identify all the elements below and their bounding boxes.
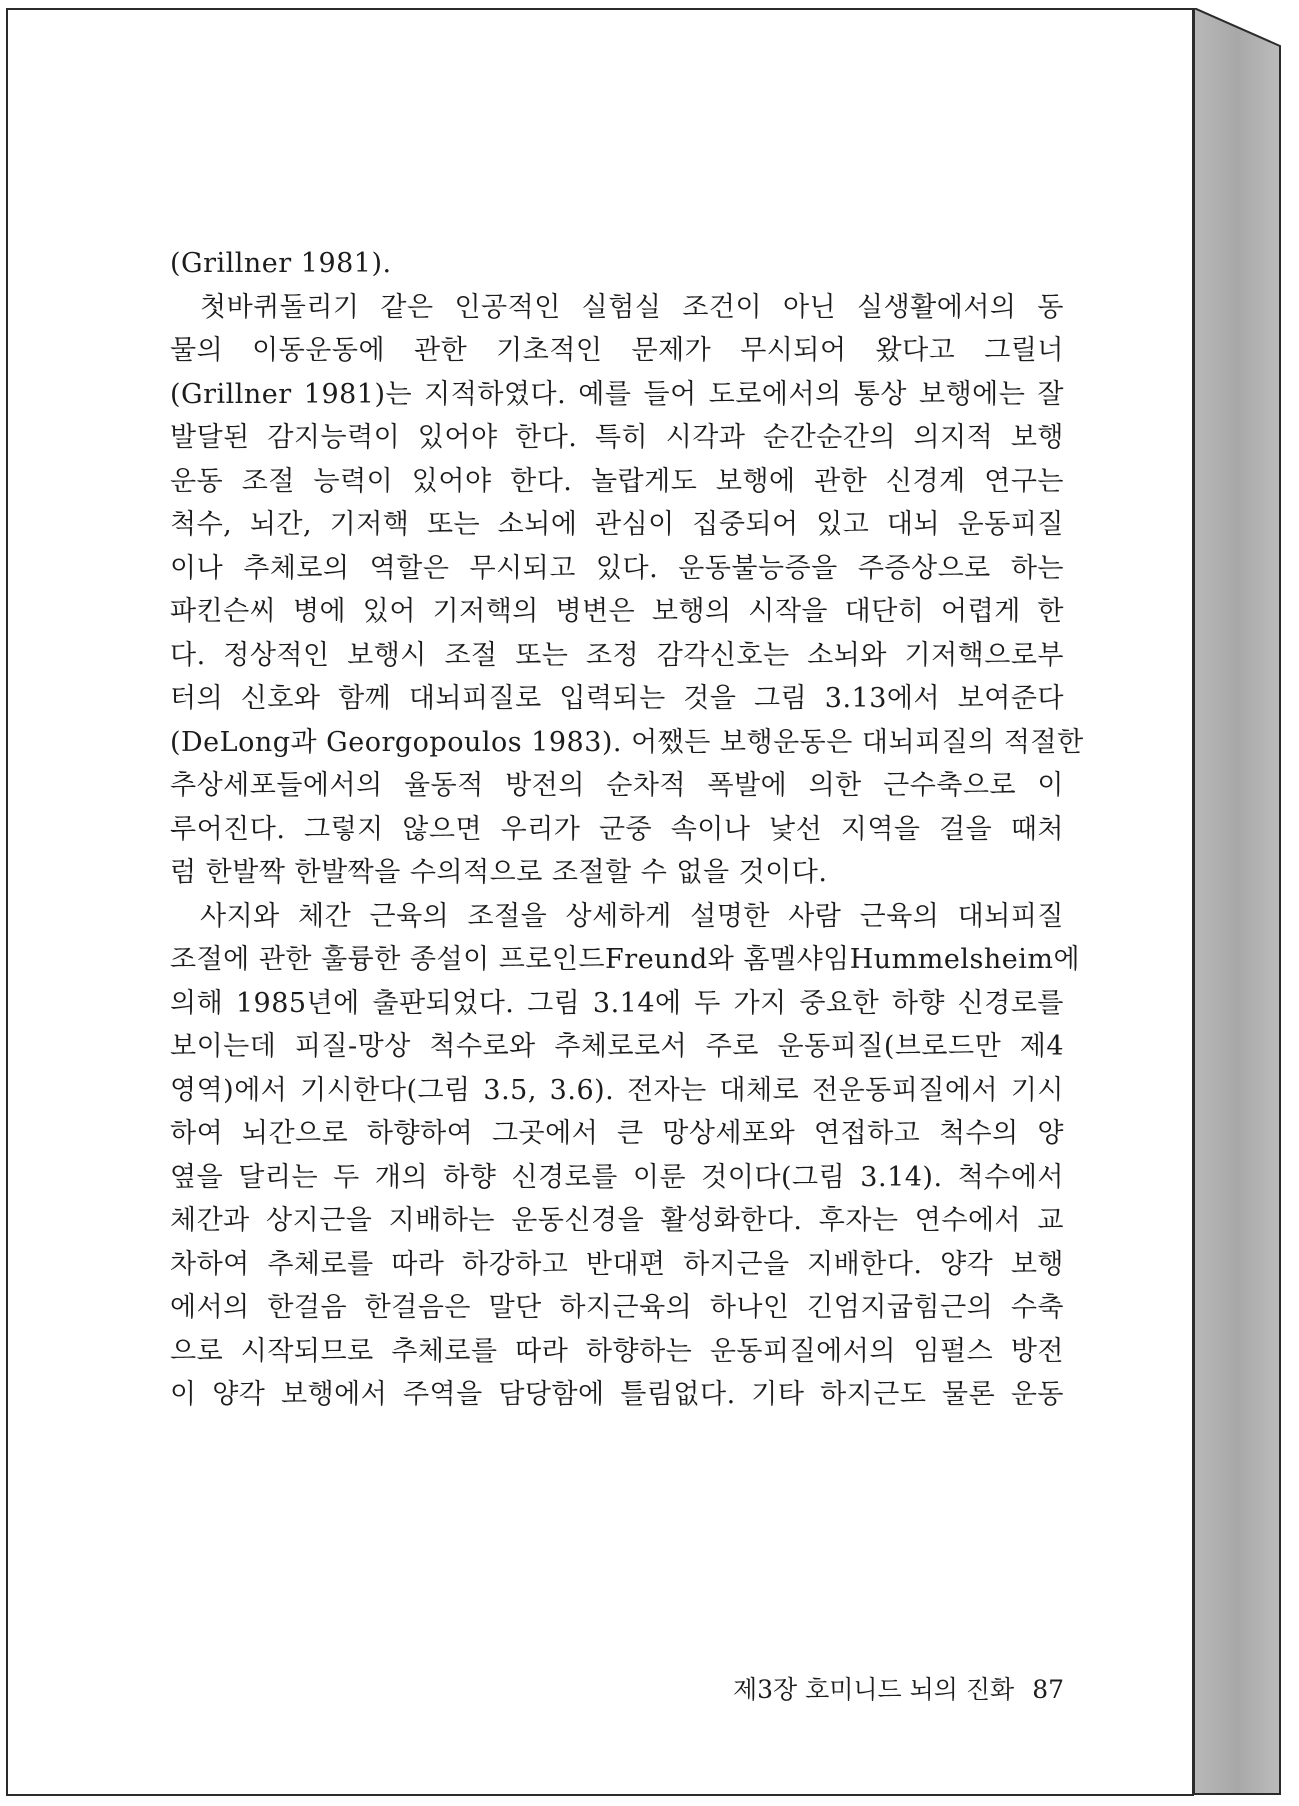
text-line: 옆을 달리는 두 개의 하향 신경로를 이룬 것이다(그림 3.14). 척수에서	[170, 1161, 1064, 1193]
text-line: 운동 조절 능력이 있어야 한다. 놀랍게도 보행에 관한 신경계 연구는	[170, 465, 1064, 497]
text-line: 추상세포들에서의 율동적 방전의 순차적 폭발에 의한 근수축으로 이	[170, 770, 1064, 801]
text-line: 의해 1985년에 출판되었다. 그림 3.14에 두 가지 중요한 하향 신경로를	[170, 987, 1064, 1019]
text-line: 에서의 한걸음 한걸음은 말단 하지근육의 하나인 긴엄지굽힘근의 수축	[170, 1292, 1064, 1323]
text-line: 하여 뇌간으로 하향하여 그곳에서 큰 망상세포와 연접하고 척수의 양	[170, 1118, 1064, 1149]
text-line: 척수, 뇌간, 기저핵 또는 소뇌에 관심이 집중되어 있고 대뇌 운동피질	[170, 509, 1064, 540]
text-line: (DeLong과 Georgopoulos 1983). 어쨌든 보행운동은 대뇌피질의 적절한	[170, 726, 1084, 758]
text-line: 보이는데 피질-망상 척수로와 추체로로서 주로 운동피질(브로드만 제4	[170, 1031, 1064, 1062]
text-line: 첫바퀴돌리기 같은 인공적인 실험실 조건이 아닌 실생활에서의 동	[200, 291, 1064, 323]
text-line: 사지와 체간 근육의 조절을 상세하게 설명한 사람 근육의 대뇌피질	[200, 900, 1064, 932]
text-line: 발달된 감지능력이 있어야 한다. 특히 시각과 순간순간의 의지적 보행	[170, 422, 1064, 453]
text-line: 다. 정상적인 보행시 조절 또는 조정 감각신호는 소뇌와 기저핵으로부	[170, 639, 1064, 671]
page-number: 87	[1032, 1675, 1064, 1704]
text-line: 터의 신호와 함께 대뇌피질로 입력되는 것을 그림 3.13에서 보여준다	[170, 683, 1064, 714]
text-line: 파킨슨씨 병에 있어 기저핵의 병변은 보행의 시작을 대단히 어렵게 한	[170, 596, 1064, 627]
text-line: 루어진다. 그렇지 않으면 우리가 군중 속이나 낯선 지역을 걸을 때처	[170, 813, 1064, 845]
text-line: (Grillner 1981).	[170, 248, 392, 279]
text-line: 조절에 관한 훌륭한 종설이 프로인드Freund와 홈멜샤임Hummelsheim에	[170, 944, 1081, 975]
text-line: 이 양각 보행에서 주역을 담당함에 틀림없다. 기타 하지근도 물론 운동	[170, 1379, 1064, 1410]
text-line: 럼 한발짝 한발짝을 수의적으로 조절할 수 없을 것이다.	[170, 857, 828, 888]
text-line: 으로 시작되므로 추체로를 따라 하향하는 운동피질에서의 임펄스 방전	[170, 1335, 1064, 1367]
text-line: 체간과 상지근을 지배하는 운동신경을 활성화한다. 후자는 연수에서 교	[170, 1205, 1064, 1236]
page-footer	[660, 1670, 1064, 1706]
text-line: 이나 추체로의 역할은 무시되고 있다. 운동불능증을 주증상으로 하는	[170, 552, 1064, 584]
text-line: 차하여 추체로를 따라 하강하고 반대편 하지근을 지배한다. 양각 보행	[170, 1248, 1064, 1280]
page-body-text	[170, 242, 1084, 1417]
running-footer-chapter: 제3장 호미니드 뇌의 진화	[732, 1675, 1015, 1704]
text-line: 물의 이동운동에 관한 기초적인 문제가 무시되어 왔다고 그릴너	[170, 335, 1064, 366]
text-line: 영역)에서 기시한다(그림 3.5, 3.6). 전자는 대체로 전운동피질에서 기시	[170, 1074, 1064, 1106]
text-line: (Grillner 1981)는 지적하였다. 예를 들어 도로에서의 통상 보행에는 잘	[170, 378, 1064, 410]
